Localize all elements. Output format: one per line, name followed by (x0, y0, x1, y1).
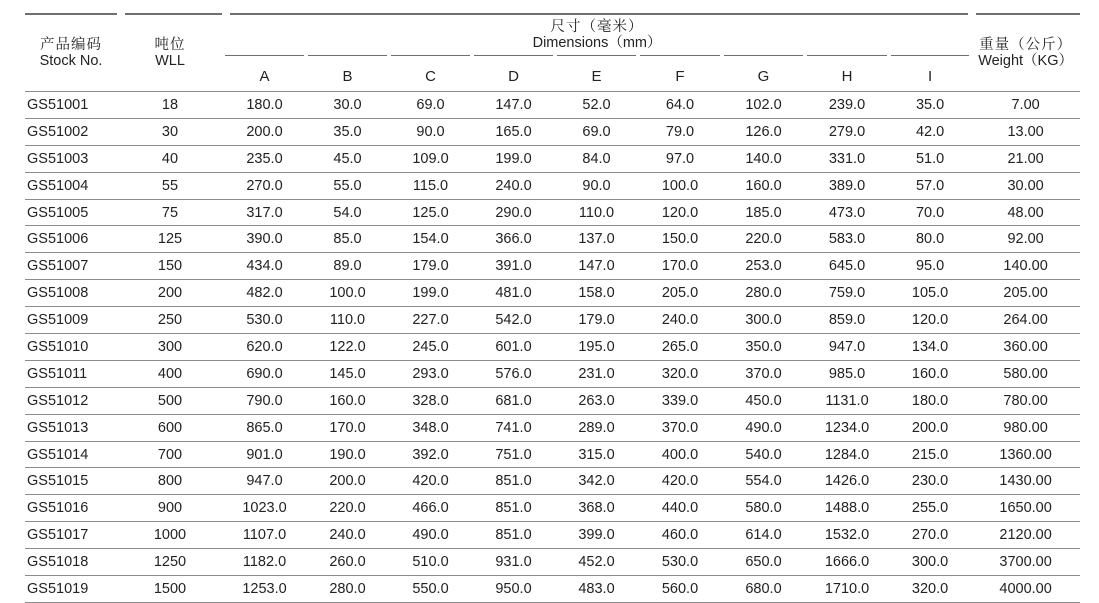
table-cell: 289.0 (555, 414, 638, 441)
table-cell: 18 (117, 92, 223, 119)
table-cell: 859.0 (805, 307, 889, 334)
table-cell: 560.0 (638, 576, 722, 603)
table-cell: 751.0 (472, 441, 555, 468)
table-row (25, 441, 1080, 468)
table-cell: 328.0 (389, 387, 472, 414)
table-cell: 1430.00 (971, 468, 1080, 495)
table-cell: 500 (117, 387, 223, 414)
table-cell: 280.0 (306, 576, 389, 603)
table-cell: 366.0 (472, 226, 555, 253)
table-row (25, 522, 1080, 549)
table-cell: 1234.0 (805, 414, 889, 441)
table-cell: 339.0 (638, 387, 722, 414)
table-cell: 270.0 (889, 522, 971, 549)
table-cell: 30.00 (971, 172, 1080, 199)
table-cell: 300.0 (722, 307, 805, 334)
table-cell: 1360.00 (971, 441, 1080, 468)
table-cell: 315.0 (555, 441, 638, 468)
dim-header-b: B (306, 55, 389, 92)
table-cell: 542.0 (472, 307, 555, 334)
table-cell: 253.0 (722, 253, 805, 280)
table-row (25, 468, 1080, 495)
table-cell: 54.0 (306, 199, 389, 226)
table-cell: 554.0 (722, 468, 805, 495)
table-cell: 790.0 (223, 387, 306, 414)
table-cell: 90.0 (555, 172, 638, 199)
dimensions-header-en: Dimensions（mm） (532, 35, 662, 51)
table-cell: 1107.0 (223, 522, 306, 549)
table-cell: 250 (117, 307, 223, 334)
table-cell: 170.0 (638, 253, 722, 280)
table-cell: 620.0 (223, 334, 306, 361)
table-cell: 2120.00 (971, 522, 1080, 549)
table-cell: 147.0 (472, 92, 555, 119)
table-cell: 580.0 (722, 495, 805, 522)
table-cell: 389.0 (805, 172, 889, 199)
table-cell: 231.0 (555, 360, 638, 387)
table-cell: 160.0 (889, 360, 971, 387)
table-cell: 370.0 (722, 360, 805, 387)
table-cell: 583.0 (805, 226, 889, 253)
table-cell: GS51004 (25, 172, 117, 199)
table-row (25, 414, 1080, 441)
table-cell: GS51015 (25, 468, 117, 495)
dimensions-header-zh: 尺寸（毫米） (550, 19, 644, 35)
table-cell: 1666.0 (805, 549, 889, 576)
table-cell: 947.0 (805, 334, 889, 361)
table-cell: 900 (117, 495, 223, 522)
table-row (25, 576, 1080, 603)
table-cell: 1710.0 (805, 576, 889, 603)
table-cell: 460.0 (638, 522, 722, 549)
table-cell: 300.0 (889, 549, 971, 576)
table-cell: 1253.0 (223, 576, 306, 603)
table-cell: 200.0 (306, 468, 389, 495)
table-cell: 985.0 (805, 360, 889, 387)
table-row (25, 145, 1080, 172)
table-cell: 21.00 (971, 145, 1080, 172)
table-cell: 170.0 (306, 414, 389, 441)
table-cell: 200.0 (223, 118, 306, 145)
table-cell: 280.0 (722, 280, 805, 307)
table-cell: 105.0 (889, 280, 971, 307)
dim-header-e: E (555, 55, 638, 92)
table-cell: 263.0 (555, 387, 638, 414)
table-cell: 851.0 (472, 495, 555, 522)
table-cell: 331.0 (805, 145, 889, 172)
table-cell: 279.0 (805, 118, 889, 145)
table-cell: 160.0 (306, 387, 389, 414)
table-cell: 200 (117, 280, 223, 307)
table-cell: 452.0 (555, 549, 638, 576)
table-row (25, 226, 1080, 253)
table-cell: 320.0 (889, 576, 971, 603)
table-cell: GS51009 (25, 307, 117, 334)
table-cell: GS51013 (25, 414, 117, 441)
table-cell: 530.0 (223, 307, 306, 334)
table-cell: 7.00 (971, 92, 1080, 119)
table-cell: 30 (117, 118, 223, 145)
table-cell: 530.0 (638, 549, 722, 576)
weight-header-en: Weight（KG） (978, 53, 1074, 69)
table-cell: 245.0 (389, 334, 472, 361)
table-cell: 165.0 (472, 118, 555, 145)
table-cell: 90.0 (389, 118, 472, 145)
table-cell: 70.0 (889, 199, 971, 226)
table-cell: 84.0 (555, 145, 638, 172)
table-row (25, 118, 1080, 145)
table-cell: 3700.00 (971, 549, 1080, 576)
table-row (25, 307, 1080, 334)
stock-no-header-zh: 产品编码 (40, 37, 102, 53)
table-cell: 320.0 (638, 360, 722, 387)
table-cell: 180.0 (889, 387, 971, 414)
table-cell: 4000.00 (971, 576, 1080, 603)
table-cell: GS51016 (25, 495, 117, 522)
table-cell: 851.0 (472, 522, 555, 549)
table-cell: 780.00 (971, 387, 1080, 414)
table-cell: 1532.0 (805, 522, 889, 549)
wll-header-zh: 吨位 (154, 37, 186, 53)
table-cell: 92.00 (971, 226, 1080, 253)
table-cell: 450.0 (722, 387, 805, 414)
table-row (25, 549, 1080, 576)
table-cell: 35.0 (889, 92, 971, 119)
header-gap-2 (222, 13, 230, 15)
table-body (25, 92, 1080, 603)
table-cell: 700 (117, 441, 223, 468)
table-row (25, 172, 1080, 199)
dim-header-d: D (472, 55, 555, 92)
table-cell: 901.0 (223, 441, 306, 468)
table-cell: 270.0 (223, 172, 306, 199)
table-cell: 227.0 (389, 307, 472, 334)
table-cell: 55.0 (306, 172, 389, 199)
table-cell: 690.0 (223, 360, 306, 387)
table-cell: 350.0 (722, 334, 805, 361)
table-cell: 42.0 (889, 118, 971, 145)
table-cell: 368.0 (555, 495, 638, 522)
table-cell: 240.0 (638, 307, 722, 334)
dim-header-c: C (389, 55, 472, 92)
table-cell: 1650.00 (971, 495, 1080, 522)
table-cell: 125 (117, 226, 223, 253)
table-cell: 79.0 (638, 118, 722, 145)
table-cell: 154.0 (389, 226, 472, 253)
table-cell: 391.0 (472, 253, 555, 280)
table-cell: 120.0 (638, 199, 722, 226)
table-cell: 200.0 (889, 414, 971, 441)
table-cell: 348.0 (389, 414, 472, 441)
table-row (25, 199, 1080, 226)
weight-header-zh: 重量（公斤） (979, 37, 1073, 53)
table-cell: 215.0 (889, 441, 971, 468)
table-cell: 392.0 (389, 441, 472, 468)
table-cell: 1426.0 (805, 468, 889, 495)
table-cell: 100.0 (306, 280, 389, 307)
table-cell: 102.0 (722, 92, 805, 119)
table-cell: 35.0 (306, 118, 389, 145)
dim-header-i: I (889, 55, 971, 92)
table-cell: 180.0 (223, 92, 306, 119)
table-cell: 265.0 (638, 334, 722, 361)
table-cell: 52.0 (555, 92, 638, 119)
table-cell: GS51002 (25, 118, 117, 145)
table-cell: 115.0 (389, 172, 472, 199)
header-gap-1 (117, 13, 125, 15)
table-row (25, 253, 1080, 280)
table-cell: 110.0 (306, 307, 389, 334)
table-cell: 680.0 (722, 576, 805, 603)
table-cell: 550.0 (389, 576, 472, 603)
table-cell: GS51019 (25, 576, 117, 603)
table-cell: 510.0 (389, 549, 472, 576)
table-cell: 240.0 (306, 522, 389, 549)
table-cell: 300 (117, 334, 223, 361)
table-cell: 57.0 (889, 172, 971, 199)
table-cell: 399.0 (555, 522, 638, 549)
table-cell: 69.0 (555, 118, 638, 145)
table-cell: 45.0 (306, 145, 389, 172)
table-cell: 239.0 (805, 92, 889, 119)
table-cell: 1182.0 (223, 549, 306, 576)
table-cell: 260.0 (306, 549, 389, 576)
table-cell: 390.0 (223, 226, 306, 253)
table-cell: 317.0 (223, 199, 306, 226)
table-cell: 85.0 (306, 226, 389, 253)
table-cell: GS51017 (25, 522, 117, 549)
table-cell: 645.0 (805, 253, 889, 280)
table-cell: 741.0 (472, 414, 555, 441)
table-cell: 150 (117, 253, 223, 280)
table-cell: 681.0 (472, 387, 555, 414)
table-cell: GS51005 (25, 199, 117, 226)
weight-header (971, 14, 1080, 92)
header-gap-3 (968, 13, 976, 15)
table-cell: 865.0 (223, 414, 306, 441)
table-cell: 122.0 (306, 334, 389, 361)
table-cell: 147.0 (555, 253, 638, 280)
table-cell: 125.0 (389, 199, 472, 226)
table-cell: GS51010 (25, 334, 117, 361)
table-cell: 199.0 (389, 280, 472, 307)
dimensions-table (25, 13, 1080, 603)
table-cell: 230.0 (889, 468, 971, 495)
table-cell: 120.0 (889, 307, 971, 334)
table-cell: 140.0 (722, 145, 805, 172)
table-cell: 950.0 (472, 576, 555, 603)
table-cell: 1131.0 (805, 387, 889, 414)
table-cell: 30.0 (306, 92, 389, 119)
table-cell: 483.0 (555, 576, 638, 603)
table-row (25, 280, 1080, 307)
table-cell: 370.0 (638, 414, 722, 441)
table-cell: 360.00 (971, 334, 1080, 361)
table-cell: 195.0 (555, 334, 638, 361)
dim-header-f: F (638, 55, 722, 92)
table-cell: 1023.0 (223, 495, 306, 522)
table-cell: GS51014 (25, 441, 117, 468)
table-cell: 126.0 (722, 118, 805, 145)
table-cell: 220.0 (306, 495, 389, 522)
table-row (25, 495, 1080, 522)
table-cell: 420.0 (389, 468, 472, 495)
table-row (25, 387, 1080, 414)
table-cell: GS51011 (25, 360, 117, 387)
table-cell: 600 (117, 414, 223, 441)
dim-header-g: G (722, 55, 805, 92)
table-cell: 420.0 (638, 468, 722, 495)
table-cell: 1250 (117, 549, 223, 576)
table-cell: 145.0 (306, 360, 389, 387)
table-cell: 160.0 (722, 172, 805, 199)
table-cell: GS51003 (25, 145, 117, 172)
stock-no-header (25, 14, 117, 92)
dim-header-h: H (805, 55, 889, 92)
table-cell: 40 (117, 145, 223, 172)
table-cell: 205.0 (638, 280, 722, 307)
table-cell: 1488.0 (805, 495, 889, 522)
table-cell: 342.0 (555, 468, 638, 495)
table-cell: 851.0 (472, 468, 555, 495)
table-cell: 190.0 (306, 441, 389, 468)
table-cell: 75 (117, 199, 223, 226)
table-cell: 255.0 (889, 495, 971, 522)
table-cell: GS51012 (25, 387, 117, 414)
table-cell: 614.0 (722, 522, 805, 549)
table-cell: 1284.0 (805, 441, 889, 468)
table-cell: 482.0 (223, 280, 306, 307)
dim-header-a: A (223, 55, 306, 92)
table-cell: 1000 (117, 522, 223, 549)
table-cell: 220.0 (722, 226, 805, 253)
table-cell: 576.0 (472, 360, 555, 387)
table-cell: GS51008 (25, 280, 117, 307)
table-cell: 290.0 (472, 199, 555, 226)
table-cell: 264.00 (971, 307, 1080, 334)
table-cell: 466.0 (389, 495, 472, 522)
table-cell: 150.0 (638, 226, 722, 253)
table-cell: 400 (117, 360, 223, 387)
table-cell: 481.0 (472, 280, 555, 307)
table-cell: 97.0 (638, 145, 722, 172)
table-cell: 95.0 (889, 253, 971, 280)
table-cell: 440.0 (638, 495, 722, 522)
table-cell: 400.0 (638, 441, 722, 468)
table-cell: 185.0 (722, 199, 805, 226)
table-row (25, 92, 1080, 119)
table-cell: 650.0 (722, 549, 805, 576)
table-cell: 64.0 (638, 92, 722, 119)
table-cell: 1500 (117, 576, 223, 603)
table-cell: 134.0 (889, 334, 971, 361)
table-cell: 80.0 (889, 226, 971, 253)
table-cell: 947.0 (223, 468, 306, 495)
table-cell: GS51007 (25, 253, 117, 280)
dimensions-header (223, 14, 971, 55)
stock-no-header-en: Stock No. (39, 53, 103, 69)
table-row (25, 334, 1080, 361)
table-cell: 100.0 (638, 172, 722, 199)
table-cell: GS51001 (25, 92, 117, 119)
wll-header (117, 14, 223, 92)
table-cell: 473.0 (805, 199, 889, 226)
table-cell: 293.0 (389, 360, 472, 387)
table-cell: 240.0 (472, 172, 555, 199)
table-cell: 109.0 (389, 145, 472, 172)
table-cell: 205.00 (971, 280, 1080, 307)
table-cell: GS51006 (25, 226, 117, 253)
wll-header-en: WLL (155, 53, 185, 69)
table-cell: 235.0 (223, 145, 306, 172)
table-cell: 179.0 (389, 253, 472, 280)
table-cell: 490.0 (722, 414, 805, 441)
table-cell: 13.00 (971, 118, 1080, 145)
table-cell: 759.0 (805, 280, 889, 307)
table-cell: 980.00 (971, 414, 1080, 441)
table-cell: 55 (117, 172, 223, 199)
table-cell: 931.0 (472, 549, 555, 576)
table-cell: 140.00 (971, 253, 1080, 280)
table-row (25, 360, 1080, 387)
table-cell: 110.0 (555, 199, 638, 226)
table-cell: 137.0 (555, 226, 638, 253)
table-cell: 540.0 (722, 441, 805, 468)
table-cell: 601.0 (472, 334, 555, 361)
table-cell: 800 (117, 468, 223, 495)
table-cell: 580.00 (971, 360, 1080, 387)
table-cell: 48.00 (971, 199, 1080, 226)
table-cell: 51.0 (889, 145, 971, 172)
table-cell: 179.0 (555, 307, 638, 334)
table-cell: 490.0 (389, 522, 472, 549)
table-cell: 89.0 (306, 253, 389, 280)
table-cell: 158.0 (555, 280, 638, 307)
table-cell: GS51018 (25, 549, 117, 576)
table-cell: 69.0 (389, 92, 472, 119)
table-cell: 199.0 (472, 145, 555, 172)
table-cell: 434.0 (223, 253, 306, 280)
